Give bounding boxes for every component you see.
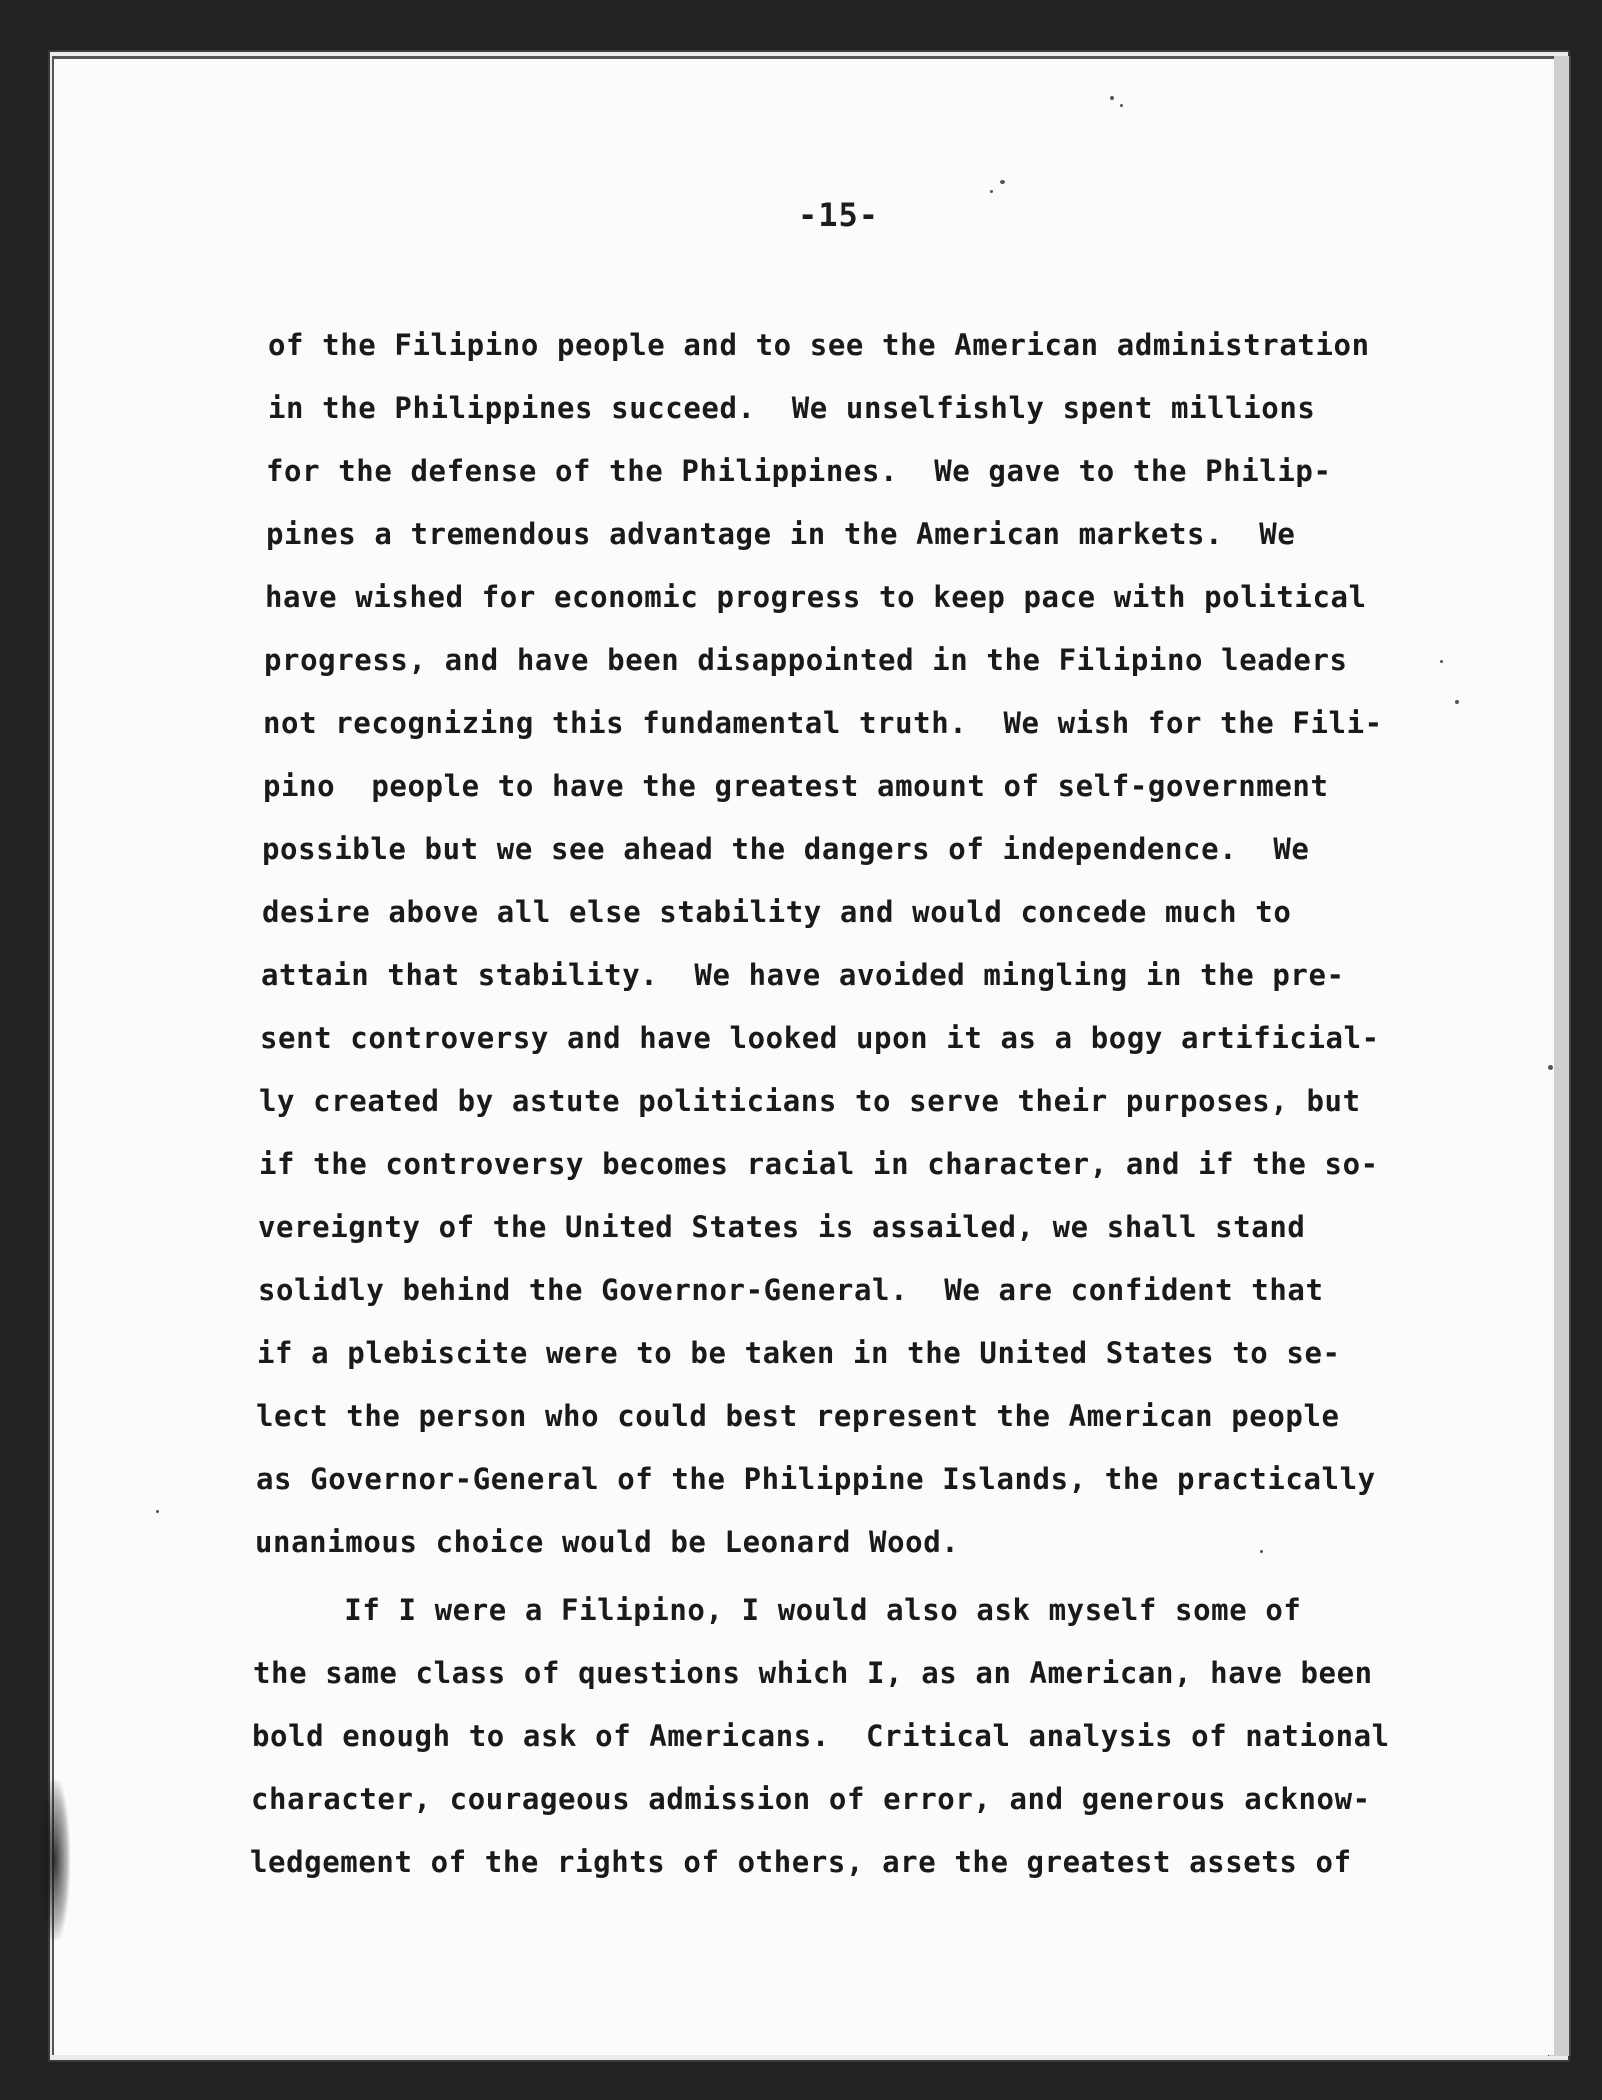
text-line: attain that stability. We have avoided mingling in the pre-	[261, 958, 1345, 992]
text-line: if the controversy becomes racial in character, and if the so-	[259, 1147, 1379, 1181]
text-line: vereignty of the United States is assailed, we shall stand	[258, 1210, 1306, 1244]
text-line: not recognizing this fundamental truth. We wish for the Fili-	[263, 706, 1383, 740]
scan-speck	[990, 190, 993, 193]
scan-speck	[1440, 660, 1443, 663]
scan-speck	[1260, 1550, 1263, 1553]
text-line: unanimous choice would be Leonard Wood.	[255, 1525, 960, 1559]
text-line: lect the person who could best represent the American people	[256, 1399, 1340, 1433]
text-line: of the Filipino people and to see the American administration	[268, 328, 1370, 362]
text-line: in the Philippines succeed. We unselfishly spent millions	[268, 391, 1316, 425]
scan-speck	[1455, 700, 1459, 704]
page-number: -15-	[798, 196, 880, 234]
scan-speck	[1120, 104, 1123, 107]
text-line: as Governor-General of the Philippine Islands, the practically	[256, 1462, 1376, 1496]
text-line: progress, and have been disappointed in the Filipino leaders	[264, 643, 1348, 677]
text-line: pines a tremendous advantage in the American markets. We	[266, 517, 1296, 551]
scan-speck	[1110, 96, 1114, 100]
scan-speck	[1548, 1065, 1553, 1070]
text-line: ly created by astute politicians to serve their purposes, but	[259, 1084, 1361, 1118]
text-line: ledgement of the rights of others, are the greatest assets of	[250, 1845, 1352, 1879]
text-line: sent controversy and have looked upon it as a bogy artificial-	[260, 1021, 1380, 1055]
scan-speck	[1000, 180, 1005, 184]
text-line: pino people to have the greatest amount of self-government	[263, 769, 1329, 803]
text-line: the same class of questions which I, as an American, have been	[253, 1656, 1373, 1690]
text-line: solidly behind the Governor-General. We are confident that	[258, 1273, 1324, 1307]
text-line: character, courageous admission of error, and generous acknow-	[251, 1782, 1371, 1816]
text-line: for the defense of the Philippines. We gave to the Philip-	[266, 454, 1332, 488]
text-line: desire above all else stability and would concede much to	[262, 895, 1292, 929]
text-line: if a plebiscite were to be taken in the United States to se-	[257, 1336, 1341, 1370]
text-line: If I were a Filipino, I would also ask myself some of	[254, 1593, 1302, 1627]
text-line: have wished for economic progress to keep pace with political	[265, 580, 1367, 614]
text-line: possible but we see ahead the dangers of independence. We	[262, 832, 1310, 866]
text-line: bold enough to ask of Americans. Critical analysis of national	[252, 1719, 1390, 1753]
scan-speck	[156, 1510, 159, 1513]
